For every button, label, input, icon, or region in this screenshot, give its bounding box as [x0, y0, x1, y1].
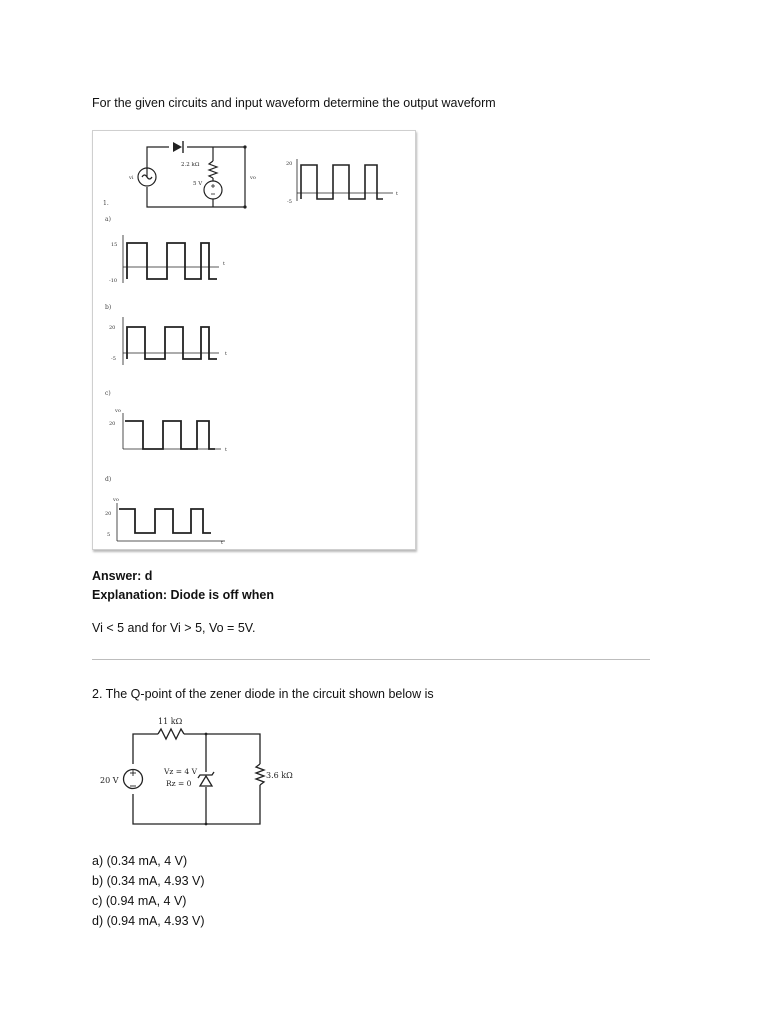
resistor-11k-label: 11 kΩ — [158, 717, 183, 726]
source-20v-label: 20 V — [100, 776, 119, 785]
option-a-waveform — [123, 235, 219, 283]
option-b-top-label: 20 — [109, 325, 116, 331]
option-c-axis-label: vo — [115, 408, 121, 414]
input-waveform — [297, 159, 393, 201]
input-high-label: 20 — [286, 161, 293, 167]
diode-symbol — [173, 141, 183, 153]
option-a-t-label: t — [223, 261, 226, 267]
answer-text: Answer: d — [92, 569, 153, 583]
figure-1-drawing — [93, 131, 415, 549]
source-label: 5 V — [193, 181, 203, 187]
section-divider — [92, 659, 650, 660]
q2-option-c: c) (0.94 mA, 4 V) — [92, 894, 187, 908]
option-b-bottom-label: -5 — [111, 356, 116, 362]
explanation-continued: Vi < 5 and for Vi > 5, Vo = 5V. — [92, 621, 256, 635]
resistor-label: 2.2 kΩ — [181, 162, 200, 168]
option-d-bottom-label: 5 — [107, 532, 111, 538]
input-label: vi — [129, 175, 134, 181]
q2-option-a: a) (0.34 mA, 4 V) — [92, 854, 188, 868]
option-c-t-label: t — [225, 447, 228, 453]
question-1-prompt: For the given circuits and input waveform determine the output waveform — [92, 96, 496, 110]
output-label: vo — [250, 175, 256, 181]
option-d-t-label: t — [221, 540, 224, 546]
option-d-waveform — [117, 503, 225, 541]
question-2-prompt: 2. The Q-point of the zener diode in the circuit shown below is — [92, 687, 434, 701]
option-b-waveform — [123, 317, 219, 365]
q2-option-d: d) (0.94 mA, 4.93 V) — [92, 914, 205, 928]
zener-circuit-drawing — [96, 712, 302, 830]
zener-diode-icon — [198, 772, 214, 786]
option-c-waveform — [123, 413, 221, 449]
figure-1 — [92, 130, 416, 550]
option-b-label: b) — [105, 304, 112, 311]
figure-2 — [96, 712, 302, 830]
option-c-top-label: 20 — [109, 421, 116, 427]
question-number: 1. — [103, 200, 109, 207]
resistor-3k6-label: 3.6 kΩ — [266, 771, 293, 780]
option-b-t-label: t — [225, 351, 228, 357]
vz-label: Vz = 4 V — [164, 767, 197, 776]
option-a-label: a) — [105, 216, 111, 223]
input-low-label: -5 — [287, 199, 292, 205]
option-d-label: d) — [105, 476, 112, 483]
option-a-top-label: 15 — [111, 242, 118, 248]
input-t-label: t — [396, 191, 399, 197]
option-d-top-label: 20 — [105, 511, 112, 517]
option-c-label: c) — [105, 390, 111, 397]
option-a-bottom-label: -10 — [109, 278, 118, 284]
rz-label: Rz = 0 — [166, 779, 192, 788]
explanation-text: Explanation: Diode is off when — [92, 588, 274, 602]
q2-option-b: b) (0.34 mA, 4.93 V) — [92, 874, 205, 888]
option-d-axis-label: vo — [113, 497, 119, 503]
